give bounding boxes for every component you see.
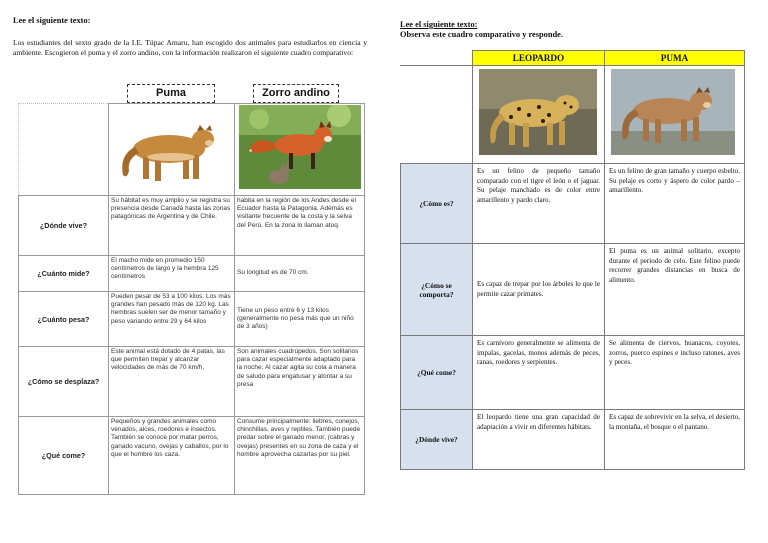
puma-answer-weight: Pueden pesar de 53 a 100 kilos. Los más grandes han pesado más de 120 kg. Las hembras suelen ser de menor tamaño y peso variando entre 29 y 64 kilos (109, 292, 235, 347)
zorro-image-cell (235, 104, 365, 196)
leopard-image (479, 69, 597, 155)
question-cuanto-pesa: ¿Cuánto pesa? (19, 292, 109, 347)
puma-answer-habitat-right: Es capaz de sobrevivir en la selva, el desierto, la montaña, el bosque o el pantano. (605, 410, 745, 470)
corner-cell (401, 51, 473, 66)
question-donde-vive-right: ¿Dónde vive? (401, 410, 473, 470)
question-como-es: ¿Cómo es? (401, 164, 473, 244)
zorro-answer-movement: Son animales cuadrúpedos. Son solitarios para cazar especialmente adaptado para la noche. Al cazar agita su cola a manera de saludo para engatusar y atontar a su presa (235, 347, 365, 417)
puma-answer-behavior: El puma es un animal solitario, excepto durante el periodo de celo. Este felino puede recorrer grandes distancias en busca de alimento. (605, 244, 745, 336)
right-subheading: Observa este cuadro comparativo y responde. (400, 30, 563, 39)
puma-label: Puma (127, 84, 215, 103)
puma-answer-size: El macho mide en promedio 150 centímetros de largo y la hembra 125 centímetros (109, 256, 235, 292)
zorro-answer-habitat: habita en la región de los Andes desde el Ecuador hasta la Patagonia. Además es visitante frecuente de la costa y la selva del Perú. En la zona lo llaman atoq. (235, 196, 365, 256)
question-como-se-comporta: ¿Cómo se comporta? (401, 244, 473, 336)
leopardo-header: LEOPARDO (473, 51, 605, 66)
left-heading: Lee el siguiente texto: (13, 16, 91, 25)
leopardo-answer-description: Es un felino de pequeño tamaño comparado con el tigre el león o el jaguar. Su pelaje manchado es de color entre amarillento y pardo claro. (473, 164, 605, 244)
leopard-image-cell (473, 66, 605, 164)
empty-cell (19, 104, 109, 196)
puma-answer-movement: Este animal está dotado de 4 patas, las que permiten trepar y alcanzar velocidades de más de 70 km/h, (109, 347, 235, 417)
right-comparison-table (400, 50, 745, 470)
puma-answer-diet: Pequeños y grandes animales como venados, alces, roedores e insectos. También se conoce por matar perros, ganado vacuno, ovejas y caballos, por lo que el hombre los caza. (109, 417, 235, 495)
question-que-come: ¿Qué come? (19, 417, 109, 495)
question-cuanto-mide: ¿Cuánto mide? (19, 256, 109, 292)
puma-photo (611, 69, 735, 155)
zorro-label: Zorro andino (253, 84, 339, 103)
question-que-come-right: ¿Qué come? (401, 336, 473, 410)
puma-header: PUMA (605, 51, 745, 66)
puma-image-cell-right (605, 66, 745, 164)
puma-answer-habitat: Su hábitat es muy amplio y se registra su presencia desde Canadá hasta las zonas patagónicas de Argentina y de Chile. (109, 196, 235, 256)
right-heading: Lee el siguiente texto: (400, 20, 478, 29)
zorro-answer-diet: Consume principalmente: liebres, conejos, chinchillas, aves y reptiles. También puede predar sobre el ganado menor, (cabras y ovejas) presentes en su zona de caza y el hombre aprovecha cazarlas por su piel. (235, 417, 365, 495)
corner-cell-2 (401, 66, 473, 164)
zorro-answer-weight: Tiene un peso entre 6 y 13 kilos (generalmente no pesa más que un niño de 3 años) (235, 292, 365, 347)
left-intro: Los estudiantes del sexto grado de la I.E. Túpac Amaru, han escogido dos animales para estudiarlos en ciencia y ambiente. Escogieron el puma y el zorro andino, con la información realizaron el siguiente cuadro comparativo: (13, 38, 367, 57)
question-donde-vive: ¿Dónde vive? (19, 196, 109, 256)
left-comparison-table (18, 103, 365, 495)
fox-image (239, 105, 361, 189)
leopardo-answer-diet: Es carnívoro generalmente se alimenta de impalas, gacelas, monos además de peces, ranas, roedores y serpientes. (473, 336, 605, 410)
leopardo-answer-behavior: Es capaz de trepar por los árboles lo que le permite cazar primates. (473, 244, 605, 336)
puma-image (113, 105, 231, 189)
puma-answer-description: Es un felino de gran tamaño y cuerpo esbelto. Su pelaje es corto y áspero de color pardo – amarillento. (605, 164, 745, 244)
zorro-answer-size: Su longitud es de 70 cm. (235, 256, 365, 292)
puma-image-cell (109, 104, 235, 196)
puma-answer-diet-right: Se alimenta de ciervos, huanacos, coyotes, zorros, puerco espines e incluso ratones, aves y peces. (605, 336, 745, 410)
question-como-se-desplaza: ¿Cómo se desplaza? (19, 347, 109, 417)
leopardo-answer-habitat: El leopardo tiene una gran capacidad de adaptación a vivir en diferentes hábitats. (473, 410, 605, 470)
